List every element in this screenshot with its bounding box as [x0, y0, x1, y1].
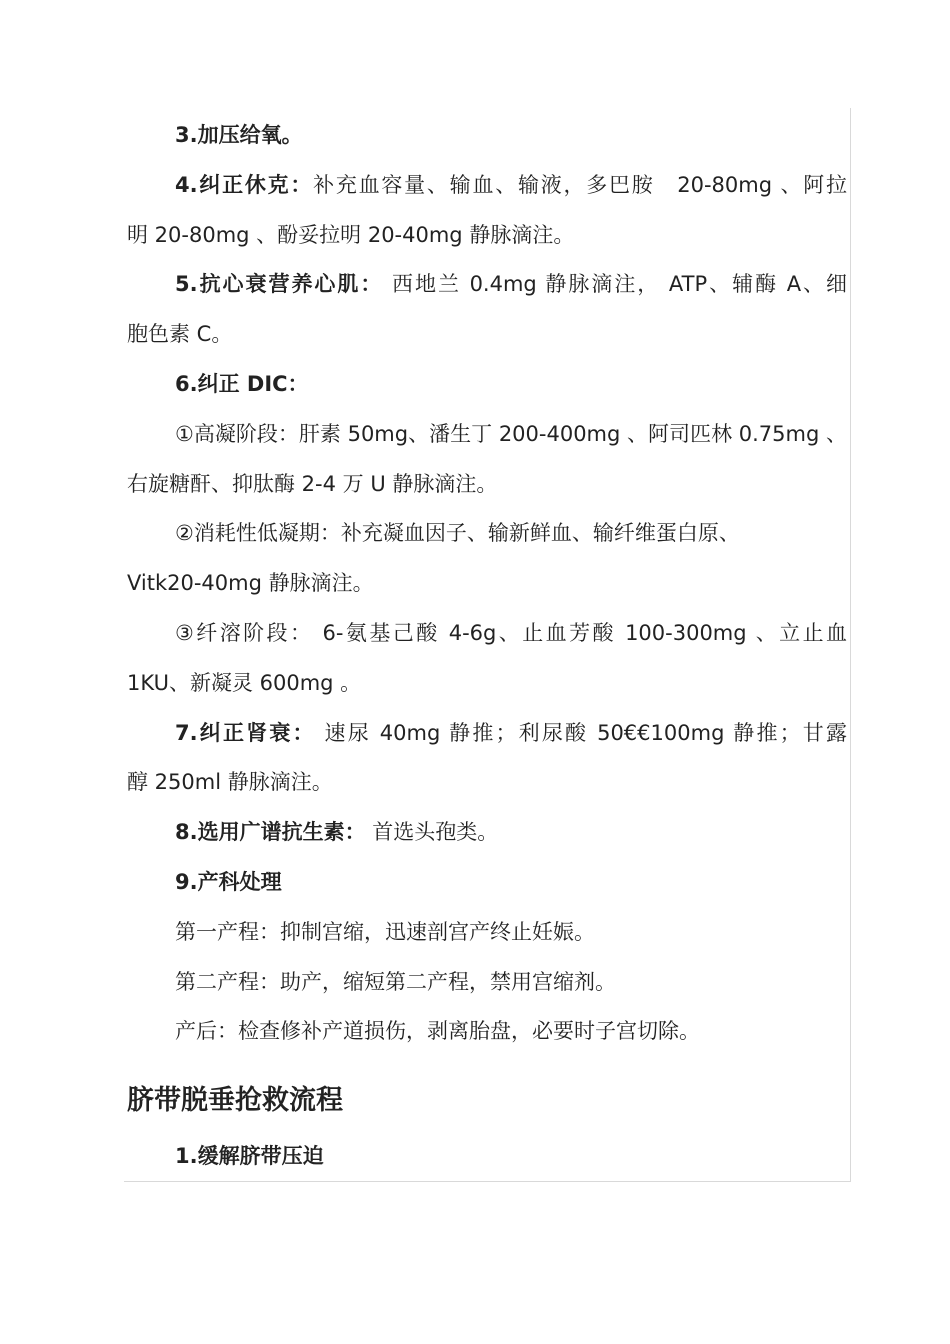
document-body: [127, 111, 847, 1181]
item-4-line-1: [127, 161, 847, 211]
item-5-line-1: [127, 260, 847, 310]
item-4-line-2: 明 20-80mg 、酚妥拉明 20-40mg 静脉滴注。: [127, 222, 575, 247]
section-2-item-1: 1.缓解脐带压迫: [175, 1144, 324, 1169]
item-5-text-1: 西地兰 0.4mg 静脉滴注， ATP、辅酶 A、细: [383, 272, 847, 297]
item-7-title: 7.纠正肾衰：: [175, 720, 316, 745]
item-9-stage-1: 第一产程：抑制宫缩，迅速剖宫产终止妊娠。: [175, 919, 595, 944]
section-heading-cord-prolapse: 脐带脱垂抢救流程: [127, 1085, 343, 1117]
item-6-sub-3-line-1: ③纤溶阶段： 6-氨基己酸 4-6g、止血芳酸 100-300mg 、立止血: [175, 620, 847, 645]
item-6-sub-2-line-2: Vitk20-40mg 静脉滴注。: [127, 571, 374, 596]
item-6-sub-1-line-2: 右旋糖酐、抑肽酶 2-4 万 U 静脉滴注。: [127, 471, 498, 496]
item-9-stage-2: 第二产程：助产，缩短第二产程，禁用宫缩剂。: [175, 969, 616, 994]
item-5-line-2: 胞色素 C。: [127, 322, 233, 347]
item-7-text-1: 速尿 40mg 静推；利尿酸 50€€100mg 静推；甘露: [315, 720, 847, 745]
item-6-sub-1-line-1: ①高凝阶段：肝素 50mg、潘生丁 200-400mg 、阿司匹林 0.75mg 、: [175, 421, 847, 446]
item-9-title: 9.产科处理: [175, 869, 282, 894]
item-8-line: [127, 808, 847, 858]
item-4-title: 4.纠正休克：: [175, 172, 314, 197]
item-9-postpartum: 产后：检查修补产道损伤，剥离胎盘，必要时子宫切除。: [175, 1019, 700, 1044]
item-5-title: 5.抗心衰营养心肌：: [175, 272, 384, 297]
item-8-text: 首选头孢类。: [365, 820, 499, 845]
item-6-sub-3-line-2: 1KU、新凝灵 600mg 。: [127, 670, 362, 695]
item-6-sub-2-line-1: ②消耗性低凝期：补充凝血因子、输新鲜血、输纤维蛋白原、: [175, 521, 740, 546]
item-3-title: 3.加压给氧。: [175, 123, 303, 147]
item-7-line-1: [127, 709, 847, 759]
item-7-line-2: 醇 250ml 静脉滴注。: [127, 770, 333, 795]
item-8-title: 8.选用广谱抗生素：: [175, 820, 366, 845]
item-4-text-1: 补充血容量、输血、输液，多巴胺 20-80mg 、阿拉: [313, 172, 847, 197]
item-6-title: 6.纠正 DIC：: [175, 371, 309, 396]
